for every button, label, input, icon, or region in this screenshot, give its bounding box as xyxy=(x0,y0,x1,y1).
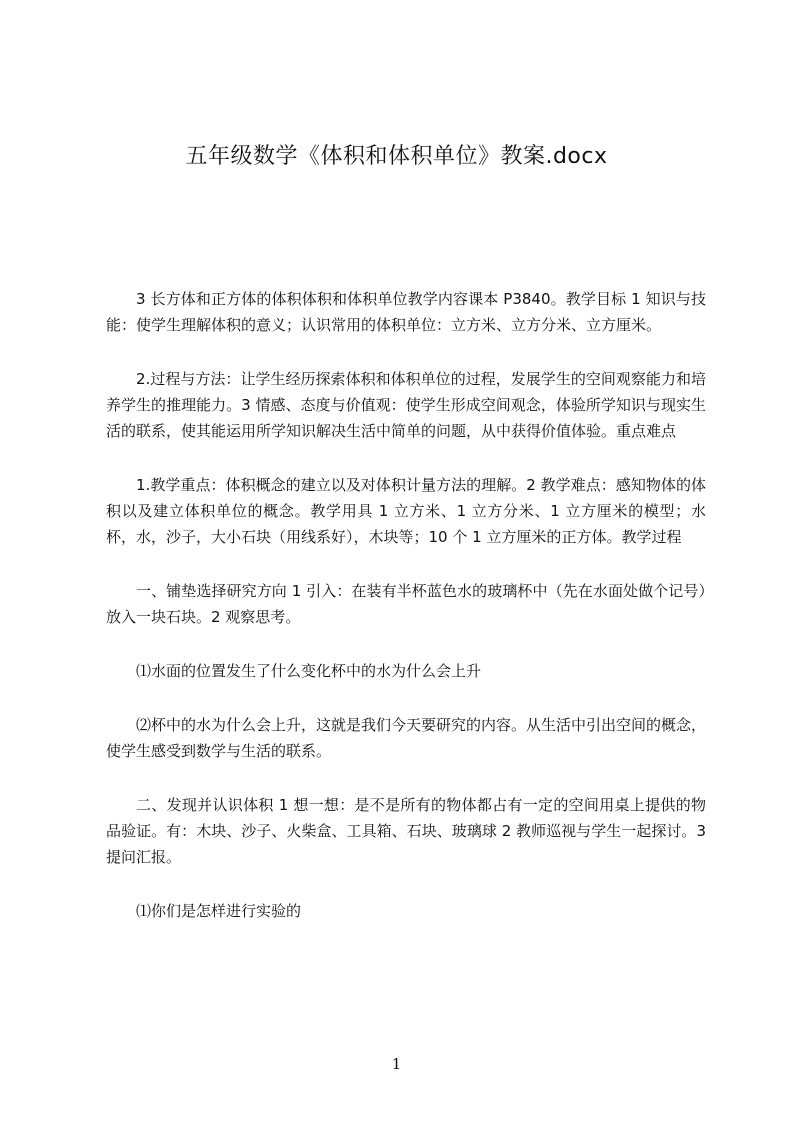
document-body xyxy=(106,286,706,952)
paragraph-objectives: 3 长方体和正方体的体积体积和体积单位教学内容课本 P3840。教学目标 1 知识与技能：使学生理解体积的意义；认识常用的体积单位：立方米、立方分米、立方厘米。 xyxy=(106,290,706,334)
paragraph-experiment-question: ⑴你们是怎样进行实验的 xyxy=(136,902,302,920)
paragraph-process-methods: 2.过程与方法：让学生经历探索体积和体积单位的过程，发展学生的空间观察能力和培养学生的推理能力。3 情感、态度与价值观：使学生形成空间观念，体验所学知识与现实生活的联系，使其能运用所学知识解决生活中简单的问题，从中获得价值体验。重点难点 xyxy=(106,370,706,440)
page-number: 1 xyxy=(391,1055,402,1073)
paragraph-question-one: ⑴水面的位置发生了什么变化杯中的水为什么会上升 xyxy=(136,662,482,680)
paragraph-key-points: 1.教学重点：体积概念的建立以及对体积计量方法的理解。2 教学难点：感知物体的体积以及建立体积单位的概念。教学用具 1 立方米、1 立方分米、1 立方厘米的模型；水杯，水，沙子，大小石块（用线系好），木块等；10 个 1 立方厘米的正方体。教学过程 xyxy=(106,476,706,546)
paragraph-question-two: ⑵杯中的水为什么会上升，这就是我们今天要研究的内容。从生活中引出空间的概念，使学生感受到数学与生活的联系。 xyxy=(106,716,707,760)
document-title: 五年级数学《体积和体积单位》教案.docx xyxy=(185,144,608,169)
paragraph-section-two: 二、发现并认识体积 1 想一想：是不是所有的物体都占有一定的空间用桌上提供的物品验证。有：木块、沙子、火柴盒、工具箱、石块、玻璃球 2 教师巡视与学生一起探讨。3 提问汇报。 xyxy=(106,796,706,866)
paragraph-section-one: 一、铺垫选择研究方向 1 引入：在装有半杯蓝色水的玻璃杯中（先在水面处做个记号）放入一块石块。2 观察思考。 xyxy=(106,582,706,626)
